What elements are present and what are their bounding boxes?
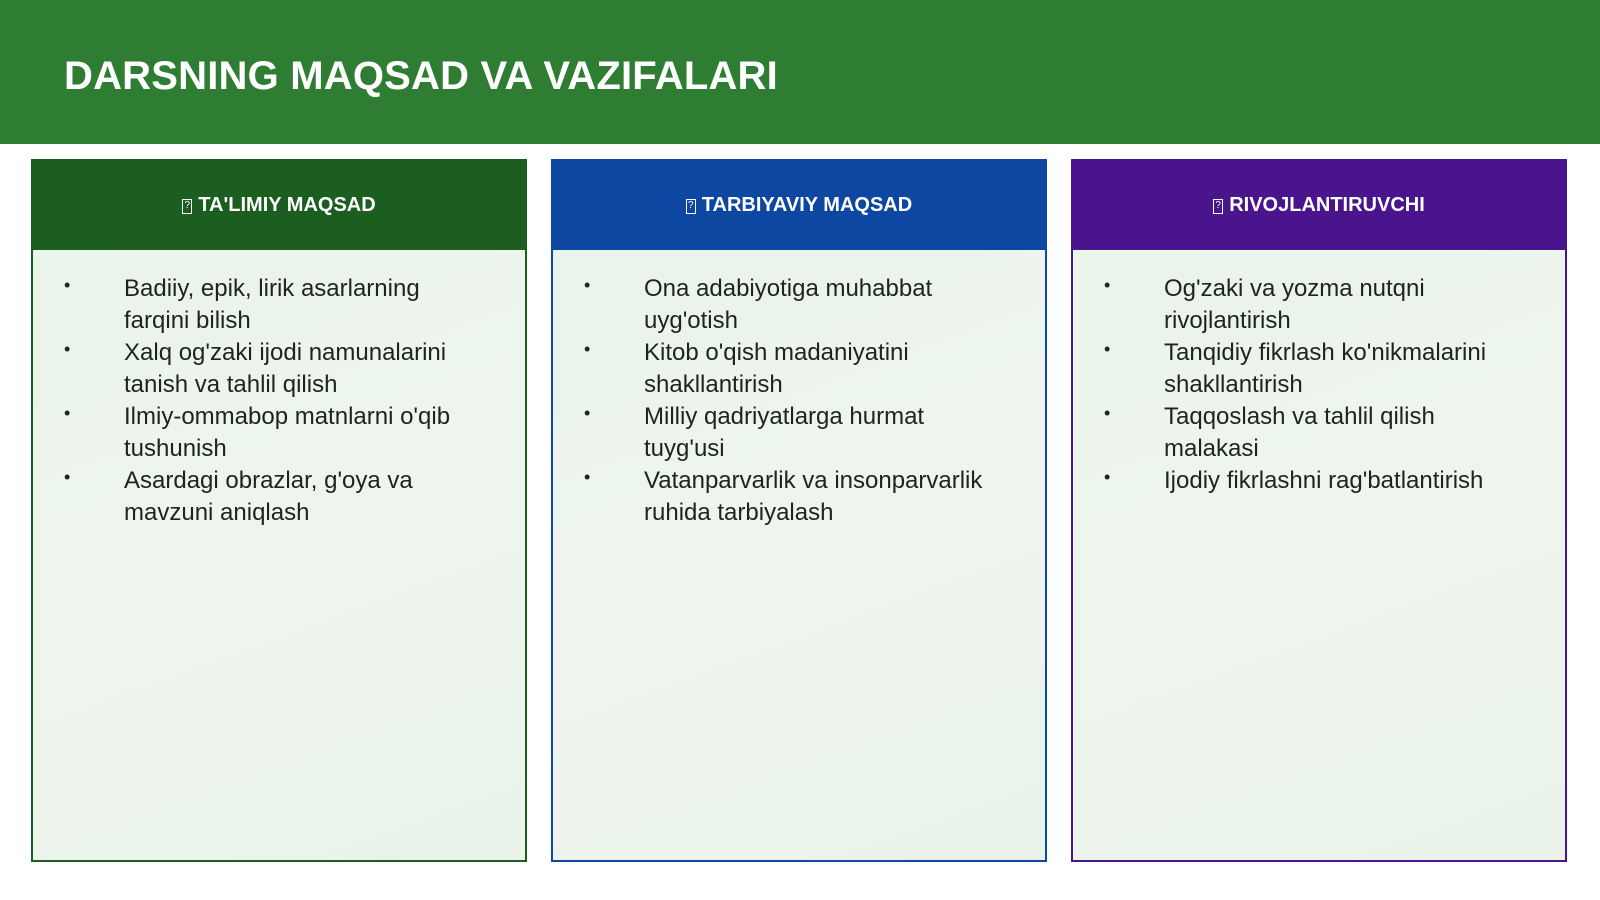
item-text: Asardagi obrazlar, g'oya va mavzuni aniqlash (124, 467, 413, 526)
list-item (1073, 273, 1565, 337)
list-item (1073, 337, 1565, 401)
card-rivojlantiruvchi (1071, 159, 1567, 862)
bullet-icon: • (1104, 275, 1111, 295)
item-text: Kitob o'qish madaniyatini shakllantirish (644, 339, 909, 398)
card-title: RIVOJLANTIRUVCHI (1229, 194, 1425, 216)
list-item (33, 401, 525, 465)
item-text: Vatanparvarlik va insonparvarlik ruhida tarbiyalash (644, 467, 983, 526)
item-text: Og'zaki va yozma nutqni rivojlantirish (1164, 275, 1425, 334)
item-text: Xalq og'zaki ijodi namunalarini tanish va tahlil qilish (124, 339, 447, 398)
list-item (33, 465, 525, 529)
card-header (1073, 161, 1565, 250)
card-title: TARBIYAVIY MAQSAD (701, 194, 913, 216)
bullet-icon: • (64, 403, 71, 423)
bullet-icon: • (584, 339, 591, 359)
goal-list (33, 250, 525, 529)
item-text: Milliy qadriyatlarga hurmat tuyg'usi (644, 403, 925, 462)
item-text: Ona adabiyotiga muhabbat uyg'otish (644, 275, 933, 334)
list-item (1073, 401, 1565, 465)
unknown-glyph-icon (182, 199, 192, 214)
list-item (553, 273, 1045, 337)
bullet-icon: • (1104, 403, 1111, 423)
card-header (33, 161, 525, 250)
item-text: Tanqidiy fikrlash ko'nikmalarini shakllantirish (1164, 339, 1487, 398)
item-text: Ijodiy fikrlashni rag'batlantirish (1164, 467, 1484, 494)
list-item (553, 401, 1045, 465)
card-title: TA'LIMIY MAQSAD (198, 194, 376, 216)
bullet-icon: • (64, 467, 71, 487)
list-item (1073, 465, 1565, 497)
bullet-icon: • (584, 275, 591, 295)
list-item (553, 465, 1045, 529)
bullet-icon: • (584, 467, 591, 487)
item-text: Taqqoslash va tahlil qilish malakasi (1164, 403, 1435, 462)
bullet-icon: • (64, 275, 71, 295)
unknown-glyph-icon (686, 199, 696, 214)
goal-list (1073, 250, 1565, 497)
item-text: Badiiy, epik, lirik asarlarning farqini bilish (124, 275, 420, 334)
list-item (33, 337, 525, 401)
card-header (553, 161, 1045, 250)
slide-title: DARSNING MAQSAD VA VAZIFALARI (64, 54, 778, 98)
list-item (553, 337, 1045, 401)
unknown-glyph-icon (1213, 199, 1223, 214)
list-item (33, 273, 525, 337)
bullet-icon: • (1104, 467, 1111, 487)
title-bar (0, 0, 1600, 144)
bullet-icon: • (64, 339, 71, 359)
bullet-icon: • (584, 403, 591, 423)
goal-list (553, 250, 1045, 529)
bullet-icon: • (1104, 339, 1111, 359)
item-text: Ilmiy-ommabop matnlarni o'qib tushunish (124, 403, 451, 462)
card-tarbiyaviy-maqsad (551, 159, 1047, 862)
card-talimiy-maqsad (31, 159, 527, 862)
